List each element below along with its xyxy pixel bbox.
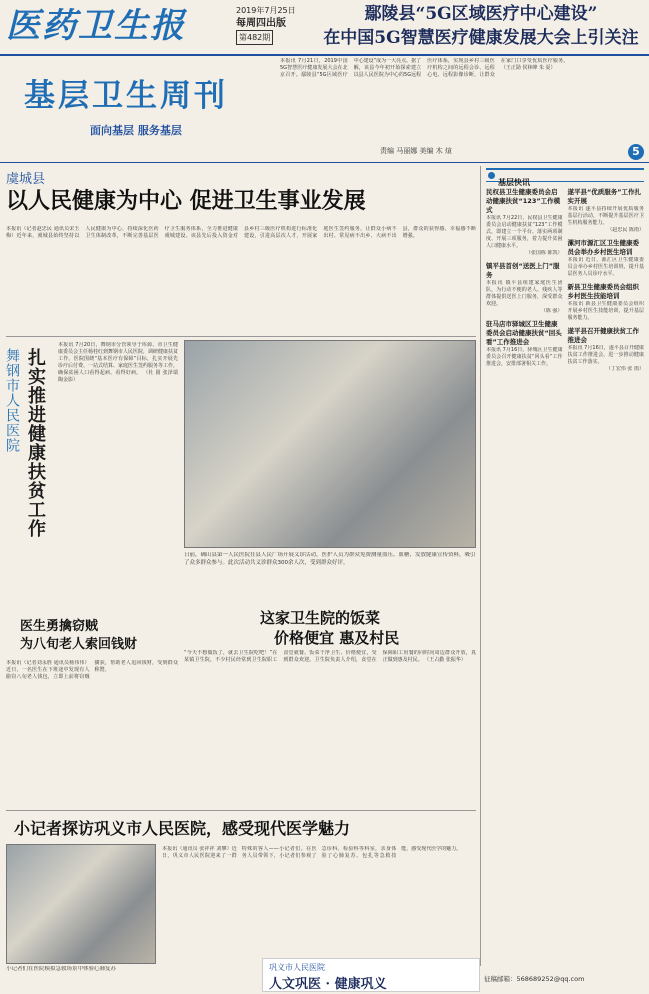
sidebar-item-body: 本报讯 遂平县持续开展优质服务基层行活动，不断提升基层医疗卫生机构服务能力。: [567, 206, 644, 226]
lower-divider: [6, 810, 476, 811]
issue-number: 第482期: [236, 30, 273, 45]
wugang-story-body: [58, 342, 178, 592]
sidebar-item-body: 本报讯 7月16日，驿城区卫生健康委员会召开健康扶贫“回头看”工作推进会，安排部署相关工作。: [486, 347, 563, 367]
clinic-photo: [184, 340, 476, 548]
doctor-headline-line1: 医生勇擒窃贼: [20, 619, 99, 634]
sidebar-item-body: 本报讯 7月16日，遂平县召开健康扶贫工作推进会，进一步推动健康扶贫工作落实。: [567, 345, 644, 365]
wugang-story-byline: （杜 圆 张泽瑞 陶金影）: [58, 370, 178, 383]
canteen-headline-line2: 价格便宜 惠及村民: [274, 629, 400, 647]
weekly-section-subtitle: 面向基层 服务基层: [90, 124, 182, 137]
weekly-section-title: 基层卫生周刊: [24, 78, 228, 114]
gongyi-photo: [6, 844, 156, 964]
editor-bar: 责编 马丽娜 美编 木 煊: [380, 147, 452, 155]
ad-slogan: 人文巩医 · 健康巩义: [269, 977, 387, 992]
sidebar-item-byline: （赵忠民 陈雨）: [607, 227, 644, 233]
canteen-story-body: [184, 650, 476, 804]
lead-story-headline: 以人民健康为中心 促进卫生事业发展: [6, 188, 366, 214]
masthead-divider: [0, 54, 649, 56]
wugang-story-headline: 扎实推进健康扶贫工作: [25, 348, 46, 538]
doctor-story-body: 本报讯（记者刘永胜 通讯员杨伟伟）近日，一名医生在下班途中发现有人偷窃八旬老人钱包，立即上前将窃贼擒获，帮助老人追回钱财，受到群众称赞。: [6, 660, 178, 680]
sidebar-item-body: 本报讯 7月22日，民权县卫生健康委员会启动健康扶贫“123”工作模式，即建立一个平台、落实两项制度、开展三项服务，着力提升贫困人口健康水平。: [486, 215, 563, 249]
sidebar-item-title: 漯河市源汇区卫生健康委员会举办乡村医生培训: [567, 239, 639, 256]
gongyi-story-body: 本报讯（通讯员 张祥祥 刘攀）近日，巩义市人民医院迎来了一群特殊的客人——小记者们。在医务人员带领下，小记者们参观了急诊科、检验科等科室，亲身体验了心肺复苏、包扎等急救技能，感受现代医学的魅力。: [162, 846, 462, 859]
section-divider: [0, 162, 649, 163]
canteen-headline-line1: 这家卫生院的饭菜: [260, 609, 381, 627]
sidebar-item-byline: （丁宏伟 张 雨）: [605, 366, 644, 372]
sidebar-item: [568, 239, 645, 278]
top-news-text: 本报讯 7月21日，2019中国5G智慧医疗健康发展大会在北京召开。鄢陵县“5G区域医疗中心建设”成为一大亮点。据了解，该县今年初开始探索建立以县人民医院为中心的5G远程医疗体系，实现县乡村三级医疗机构之间的远程会诊、远程心电、远程影像诊断，让群众在家门口享受优质医疗服务。: [280, 58, 569, 78]
sidebar-item-body: 本报讯 近日，源汇区卫生健康委员会举办乡村医生培训班，提升基层医务人员诊疗水平。: [567, 257, 644, 277]
canteen-story-byline: （王占勤 张振华）: [424, 657, 466, 663]
top-news-byline: （王正勋 侯林峰 朱 夏）: [500, 65, 556, 71]
wugang-story-kicker: 舞钢市人民医院: [4, 348, 20, 453]
sidebar-item-title: 遂平县“优质服务”工作扎实开展: [567, 188, 642, 205]
clinic-photo-caption: 日前，确山县第一人民医院在县人民广场开展义诊活动，医护人员为群众免费测量血压、血糖，发放健康宣传资料，吸引了众多群众参与。此次活动共义诊群众300余人次，受到群众好评。: [184, 552, 476, 566]
sidebar-item-title: 新县卫生健康委员会组织乡村医生技能培训: [567, 283, 639, 300]
issue-date: 2019年7月25日: [236, 6, 296, 15]
sidebar-item-byline: （张国栋 陈凯）: [525, 250, 563, 256]
gongyi-photo-caption: 小记者们在医院模拟急救场景中体验心肺复苏: [6, 966, 117, 972]
sidebar-item: [568, 188, 645, 234]
sidebar-divider: [480, 166, 481, 966]
canteen-story-headline: [260, 608, 476, 648]
wugang-story-text: 本报讯 7月20日，舞钢市分管领导于库源、市卫生健康委员会主任杨桂红到舞钢市人民医院，调研健康扶贫工作。医院围绕“基本医疗有保障”目标，扎实开展先诊疗后付费、一站式结算、家庭医生签约服务等工作，确保贫困人口看得起病、看得好病。: [58, 342, 178, 376]
sidebar-item-title: 遂平县召开健康扶贫工作推进会: [567, 327, 639, 344]
contact-email: 征稿邮箱：568689252@qq.com: [484, 975, 585, 983]
sidebar-item-byline: （陈 强）: [540, 308, 563, 314]
sidebar-item: [486, 262, 563, 315]
sidebar-item: [486, 188, 563, 257]
publication-days: 每周四出版: [236, 18, 286, 29]
sidebar-item-body: 本报讯 镇平县组建家庭医生团队，为行动不便的老人、残疾人等群体提供送医上门服务，深受群众欢迎。: [486, 280, 563, 307]
doctor-headline-line2: 为八旬老人索回钱财: [20, 637, 138, 652]
newspaper-masthead: 医药卫生报: [6, 6, 186, 46]
hospital-ad-banner: [262, 958, 480, 992]
issue-info: [236, 4, 314, 45]
top-news-line1: 鄢陵县“5G区域医疗中心建设”: [364, 4, 598, 24]
lead-story-body: 本报讯（记者赵忠民 通讯员宋玉梅）近年来，虞城县始终坚持以人民健康为中心，持续深化医药卫生体制改革，不断完善基层医疗卫生服务体系，全力推进健康虞城建设。该县先后投入资金对县乡村三级医疗机构进行标准化建设，引进高层次人才，开展家庭医生签约服务，让群众小病不出村、常见病不出乡、大病不出县，群众的获得感、幸福感不断增强。: [6, 226, 476, 239]
sidebar-item: [568, 283, 645, 322]
gongyi-story-headline: 小记者探访巩义市人民医院，感受现代医学魅力: [14, 819, 351, 838]
lead-story-kicker: 虞城县: [6, 172, 46, 187]
sidebar-item-title: 驻马店市驿城区卫生健康委员会启动健康扶贫“回头看”工作推进会: [486, 320, 562, 346]
sidebar-item-title: 镇平县首创“送医上门”服务: [486, 262, 560, 279]
top-news-line2: 在中国5G智慧医疗健康发展大会上引关注: [323, 28, 639, 48]
sidebar-item: [568, 327, 645, 373]
top-news-body: [280, 58, 642, 138]
page-number: 5: [628, 144, 644, 160]
lead-divider: [6, 336, 476, 337]
doctor-story-headline: [20, 618, 170, 654]
sidebar-item-body: 本报讯 新县卫生健康委员会组织开展乡村医生技能培训，提升基层服务能力。: [567, 301, 644, 321]
sidebar-header: [486, 168, 644, 187]
sidebar-content: [486, 188, 644, 958]
sidebar-bullet-icon: [488, 172, 495, 179]
top-news-headline: [318, 2, 644, 50]
sidebar-item: [486, 320, 563, 368]
ad-hospital-name: 巩义市人民医院: [269, 963, 325, 972]
canteen-story-text: “今天不想做饭了，就去卫生院吃吧！”在某镇卫生院，不少村民经常到卫生院职工食堂就餐。饭菜干净卫生、价格便宜，受到群众欢迎。卫生院负责人介绍，食堂在保障职工用餐的同时向周边群众开放，真正做到惠及村民。: [184, 650, 476, 663]
sidebar-title: 基层快讯: [498, 178, 530, 187]
sidebar-item-title: 民权县卫生健康委员会启动健康扶贫“123”工作模式: [486, 188, 561, 214]
